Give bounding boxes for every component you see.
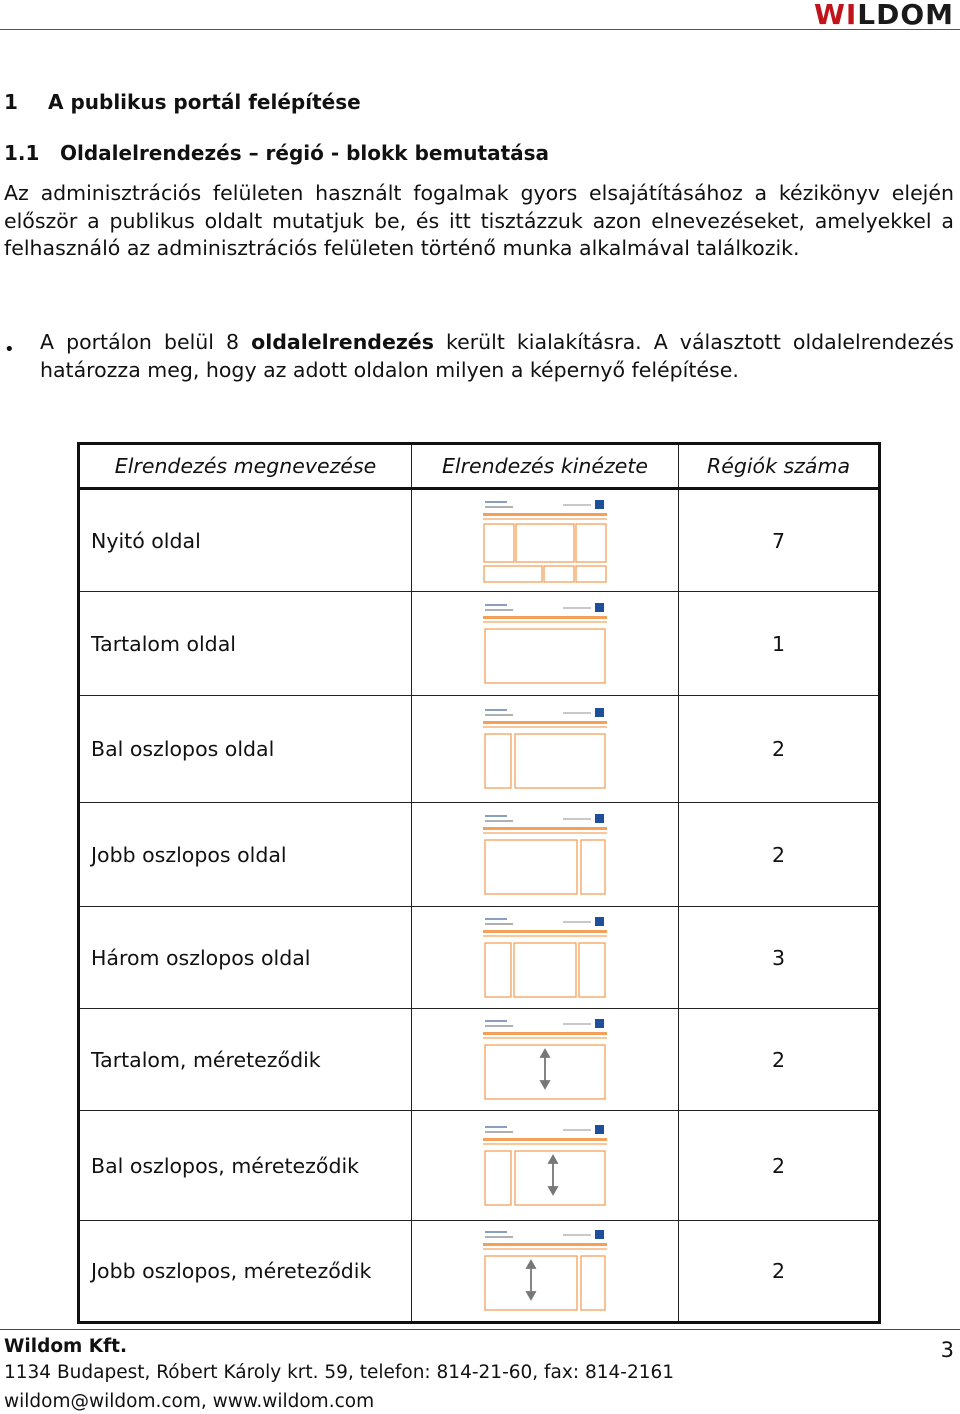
layout-name-cell: Nyitó oldal — [79, 489, 412, 592]
layout-appearance-cell — [412, 1009, 679, 1111]
table-row — [79, 1221, 880, 1323]
layout-name-cell: Jobb oszlopos, méreteződik — [79, 1221, 412, 1323]
bullet-text-bold: oldalelrendezés — [251, 330, 434, 354]
heading-1-title: A publikus portál felépítése — [48, 90, 361, 114]
layout-appearance-cell — [412, 592, 679, 696]
region-count-cell: 2 — [679, 696, 880, 803]
layout-appearance-cell — [412, 1111, 679, 1221]
layout-name-cell: Bal oszlopos oldal — [79, 696, 412, 803]
layout-appearance-cell — [412, 489, 679, 592]
table-row — [79, 696, 880, 803]
footer-divider — [0, 1329, 960, 1330]
table-row — [79, 1111, 880, 1221]
region-count-cell: 2 — [679, 1111, 880, 1221]
page-number: 3 — [940, 1338, 954, 1362]
region-count-cell: 2 — [679, 803, 880, 907]
layout-name-cell: Jobb oszlopos oldal — [79, 803, 412, 907]
header-region-count: Régiók száma — [679, 444, 880, 489]
logo-rest-part: LDOM — [857, 0, 954, 31]
layout-appearance-cell — [412, 1221, 679, 1323]
bullet-paragraph — [40, 329, 954, 384]
footer-contact: wildom@wildom.com, www.wildom.com — [4, 1391, 375, 1412]
footer-company: Wildom Kft. — [4, 1336, 128, 1357]
region-count-cell: 7 — [679, 489, 880, 592]
layout-thumbnail-content-resizable — [483, 1017, 607, 1103]
region-count-cell: 1 — [679, 592, 880, 696]
table-row — [79, 803, 880, 907]
region-count-cell: 2 — [679, 1009, 880, 1111]
logo-red-part: WI — [813, 0, 858, 31]
layout-thumbnail-home — [483, 498, 607, 584]
layout-name-cell: Tartalom oldal — [79, 592, 412, 696]
layout-appearance-cell — [412, 696, 679, 803]
layout-name-cell: Három oszlopos oldal — [79, 907, 412, 1009]
header-layout-name: Elrendezés megnevezése — [79, 444, 412, 489]
layout-thumbnail-right-column — [483, 812, 607, 898]
heading-2-number: 1.1 — [4, 141, 40, 165]
heading-1-number: 1 — [4, 90, 18, 114]
table-row — [79, 907, 880, 1009]
heading-2-title: Oldalelrendezés – régió - blokk bemutatása — [60, 141, 550, 165]
layouts-table — [77, 442, 881, 1324]
layout-appearance-cell — [412, 907, 679, 1009]
wildom-logo — [814, 0, 954, 31]
section-heading-1-1 — [4, 141, 549, 165]
header-layout-appearance: Elrendezés kinézete — [412, 444, 679, 489]
layout-thumbnail-left-column — [483, 706, 607, 792]
footer-address: 1134 Budapest, Róbert Károly krt. 59, telefon: 814-21-60, fax: 814-2161 — [4, 1362, 675, 1383]
intro-paragraph: Az adminisztrációs felületen használt fogalmak gyors elsajátításához a kézikönyv elején először a publikus oldalt mutatjuk be, és itt tisztázzuk azon elnevezéseket, amelyekkel a felhasználó az adminisztrációs felületen történő munka alkalmával találkozik. — [4, 181, 954, 260]
table-row — [79, 592, 880, 696]
region-count-cell: 2 — [679, 1221, 880, 1323]
layout-appearance-cell — [412, 803, 679, 907]
bullet-icon: • — [4, 339, 15, 360]
layout-name-cell: Tartalom, méreteződik — [79, 1009, 412, 1111]
table-row — [79, 489, 880, 592]
layout-thumbnail-three-column — [483, 915, 607, 1001]
layout-thumbnail-left-column-resizable — [483, 1123, 607, 1209]
header-divider — [0, 29, 960, 30]
bullet-text-after: került kialakításra. A választott oldalelrendezés határozza meg, hogy az adott oldalon milyen a képernyő felépítése. — [40, 330, 954, 382]
layout-name-cell: Bal oszlopos, méreteződik — [79, 1111, 412, 1221]
table-row — [79, 1009, 880, 1111]
table-header-row — [79, 444, 880, 489]
region-count-cell: 3 — [679, 907, 880, 1009]
layout-thumbnail-content — [483, 601, 607, 687]
bullet-text-before: A portálon belül 8 — [40, 330, 252, 354]
layout-thumbnail-right-column-resizable — [483, 1228, 607, 1314]
section-heading-1 — [4, 90, 361, 114]
